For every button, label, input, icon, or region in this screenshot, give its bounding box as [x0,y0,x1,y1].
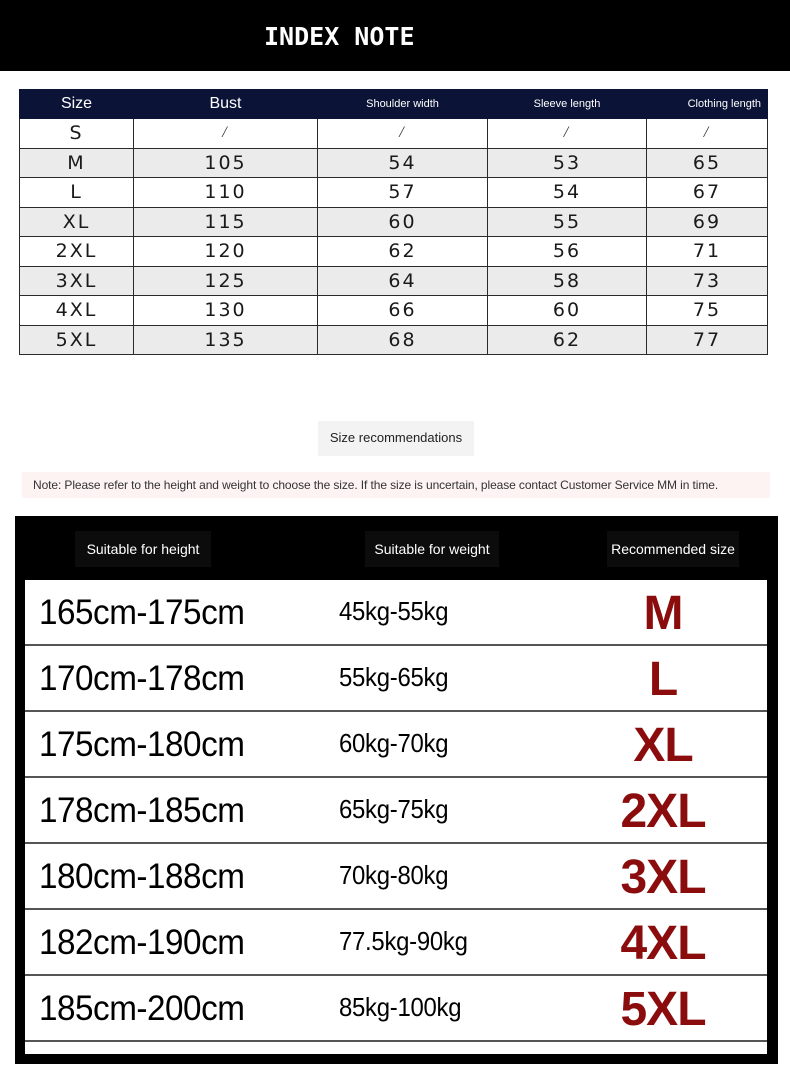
list-item [25,976,767,1042]
cell-bust: 105 [134,148,318,178]
cell-size: 3XL [20,266,134,296]
col-recommended-size: Recommended size [607,531,739,567]
cell-size: XL [20,207,134,237]
cell-sleeve: 62 [488,325,647,355]
cell-shoulder: 66 [318,296,488,326]
table-row [20,266,768,296]
weight-range: 77.5kg-90kg [339,926,468,956]
col-bust: Bust [134,90,318,119]
cell-length: 69 [647,207,768,237]
cell-sleeve: 53 [488,148,647,178]
cell-length: 71 [647,237,768,267]
recommended-size: 5XL [620,983,706,1036]
cell-bust: / [134,119,318,149]
list-item [25,646,767,712]
cell-bust: 130 [134,296,318,326]
recommended-size: 2XL [620,785,706,838]
recommended-size: 4XL [620,917,706,970]
cell-sleeve: 58 [488,266,647,296]
cell-size: 4XL [20,296,134,326]
height-range: 165cm-175cm [39,593,245,632]
col-weight: Suitable for weight [365,531,499,567]
table-row [20,119,768,149]
banner-title: INDEX NOTE [264,22,415,51]
recommended-size: 3XL [620,851,706,904]
size-note: Note: Please refer to the height and weight to choose the size. If the size is uncertain, please contact Customer Service MM in time. [22,472,770,498]
size-recommendation-table [15,516,778,1064]
weight-range: 45kg-55kg [339,596,449,626]
cell-sleeve: 56 [488,237,647,267]
cell-size: 5XL [20,325,134,355]
cell-sleeve: 60 [488,296,647,326]
cell-length: 75 [647,296,768,326]
col-shoulder-width: Shoulder width [318,90,488,119]
col-clothing-length: Clothing length [647,90,768,119]
recommended-size: XL [633,719,693,772]
cell-bust: 115 [134,207,318,237]
cell-length: 77 [647,325,768,355]
weight-range: 65kg-75kg [339,794,449,824]
col-size: Size [20,90,134,119]
cell-size: L [20,178,134,208]
cell-bust: 135 [134,325,318,355]
cell-size: M [20,148,134,178]
cell-sleeve: / [488,119,647,149]
table-row [20,237,768,267]
size-recommendations-heading: Size recommendations [318,421,474,456]
list-item [25,844,767,910]
table-row [20,296,768,326]
cell-length: / [647,119,768,149]
list-item [25,778,767,844]
list-item [25,910,767,976]
cell-shoulder: 64 [318,266,488,296]
recommendation-header-row [15,516,778,580]
table-row [20,148,768,178]
cell-shoulder: 68 [318,325,488,355]
weight-range: 85kg-100kg [339,992,462,1022]
cell-sleeve: 55 [488,207,647,237]
cell-bust: 125 [134,266,318,296]
height-range: 175cm-180cm [39,725,245,764]
cell-shoulder: 62 [318,237,488,267]
weight-range: 55kg-65kg [339,662,449,692]
recommended-size: L [648,653,678,706]
cell-bust: 120 [134,237,318,267]
list-item [25,580,767,646]
cell-shoulder: 60 [318,207,488,237]
height-range: 182cm-190cm [39,923,245,962]
table-header-row [20,90,768,119]
height-range: 170cm-178cm [39,659,245,698]
recommended-size: M [643,587,683,640]
cell-bust: 110 [134,178,318,208]
height-range: 178cm-185cm [39,791,245,830]
cell-length: 73 [647,266,768,296]
col-sleeve-length: Sleeve length [488,90,647,119]
list-item [25,712,767,778]
table-row [20,178,768,208]
cell-length: 65 [647,148,768,178]
index-note-banner [0,0,790,71]
table-row [20,325,768,355]
weight-range: 60kg-70kg [339,728,449,758]
height-range: 180cm-188cm [39,857,245,896]
cell-length: 67 [647,178,768,208]
cell-shoulder: 57 [318,178,488,208]
cell-shoulder: 54 [318,148,488,178]
weight-range: 70kg-80kg [339,860,449,890]
cell-size: S [20,119,134,149]
cell-sleeve: 54 [488,178,647,208]
cell-size: 2XL [20,237,134,267]
cell-shoulder: / [318,119,488,149]
height-range: 185cm-200cm [39,989,245,1028]
col-height: Suitable for height [75,531,211,567]
size-measurement-table [19,89,768,355]
recommendation-rows [25,580,767,1054]
table-row [20,207,768,237]
